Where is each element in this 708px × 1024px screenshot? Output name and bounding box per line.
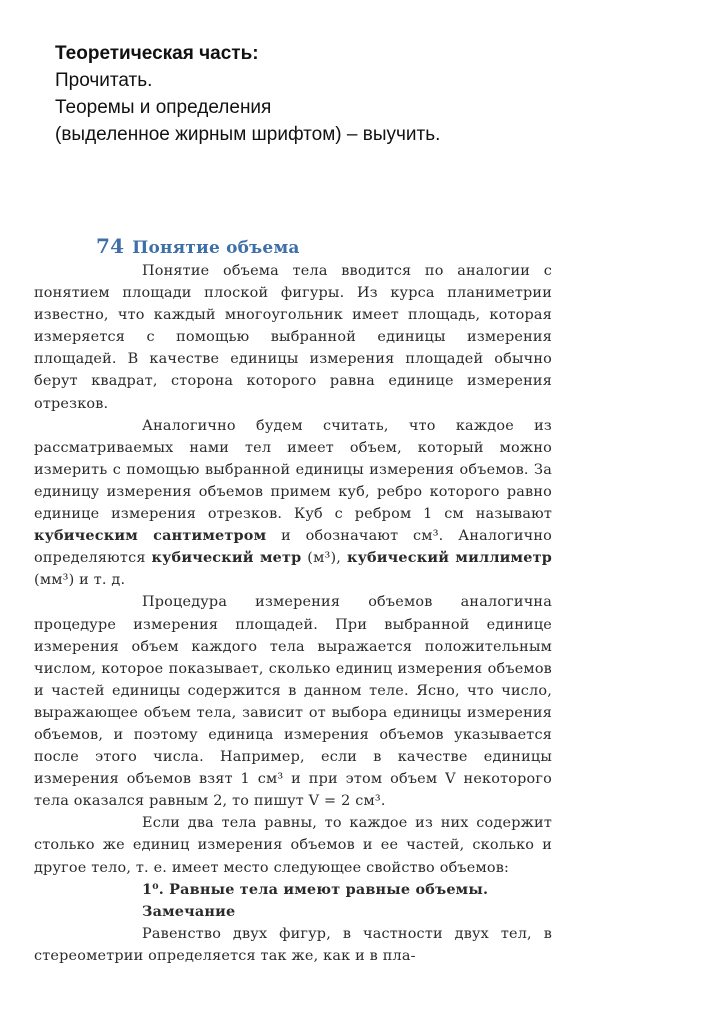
paragraph-2-text-e: (мм³) и т. д. (34, 572, 126, 589)
paragraph-2-text-c: и обозначают см³. Аналогично определяются (34, 528, 553, 567)
paragraph-5: Равенство двух фигур, в частности двух тел, в стереометрии определяется так же, как и в пла- (34, 925, 552, 964)
header (55, 40, 675, 148)
section-title: Понятие объема (132, 238, 300, 258)
paragraph-2-text-d: (м³), (301, 550, 347, 567)
paragraph-2 (34, 415, 552, 592)
header-line-2: Теоремы и определения (55, 97, 272, 118)
header-title: Теоретическая часть: (55, 43, 259, 64)
paragraph-1: Понятие объема тела вводится по аналогии с понятием площади плоской фигуры. Из курса планиметрии известно, что каждый многоугольник имеет площадь, которая измеряется с помощью выбранной единицы измерения площадей. В качестве единицы измерения площадей обычно берут квадрат, сторона которого равна единице измерения отрезков. (34, 263, 552, 412)
section-number: 74 (96, 234, 125, 258)
term-cubic-meter: кубический метр (151, 549, 302, 567)
term-cubic-centimeter: кубическим сантиметром (34, 527, 267, 545)
property-statement: 1⁰. Равные тела имеют равные объемы. (142, 880, 489, 898)
paragraph-2-text-a: Аналогично будем считать, что каждое из рассматриваемых нами тел имеет объем, который можно измерить с помощью выбранной единицы измерения объемов. За единицу измерения объемов примем куб, ребро которого равно единице измерения отрезков. Куб с ребром 1 см называют (34, 417, 552, 523)
header-line-3: (выделенное жирным шрифтом) – выучить. (55, 124, 441, 145)
remark-title: Замечание (142, 902, 236, 920)
term-cubic-millimeter: кубический миллиметр (347, 549, 552, 567)
header-line-1: Прочитать. (55, 70, 153, 91)
paragraph-3: Процедура измерения объемов аналогична процедуре измерения площадей. При выбранной единице измерения объем каждого тела выражается положительным числом, которое показывает, сколько единиц измерения объемов и частей единицы содержится в данном теле. Ясно, что число, выражающее объем тела, зависит от выбора единицы измерения объемов, и поэтому единица измерения объемов указывается после этого числа. Например, если в качестве единицы измерения объемов взят 1 см³ и при этом объем V некоторого тела оказался равным 2, то пишут V = 2 см³. (34, 594, 552, 810)
section-heading (96, 232, 552, 262)
paragraph-4: Если два тела равны, то каждое из них содержит столько же единиц измерения объемов и ее частей, сколько и другое тело, т. е. имеет место следующее свойство объемов: (34, 815, 552, 876)
textbook-page (34, 232, 552, 967)
